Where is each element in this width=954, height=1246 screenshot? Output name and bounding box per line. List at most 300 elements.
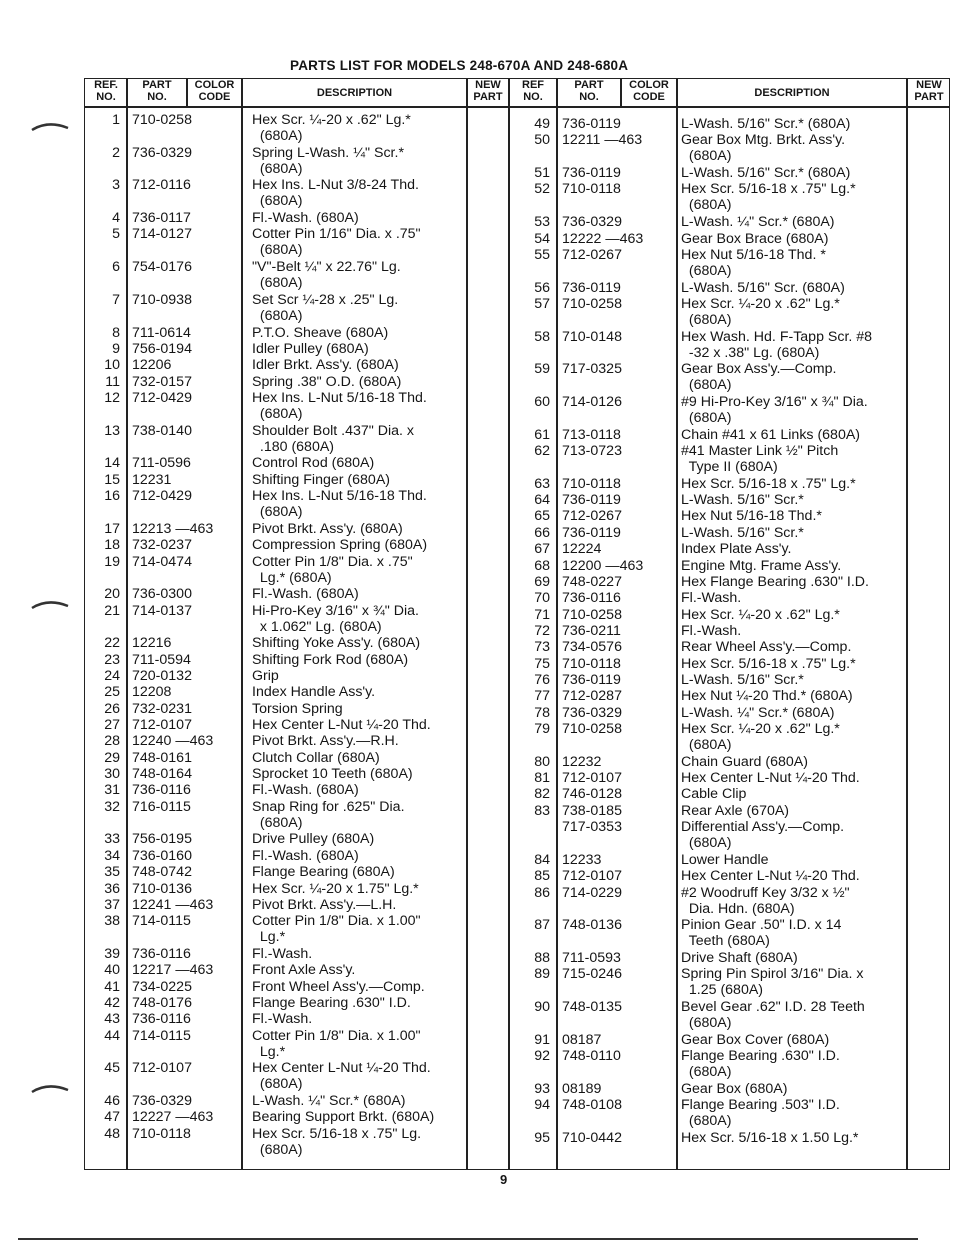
part-description: L-Wash. 5/16" Scr.* (680A) bbox=[681, 165, 851, 182]
table-row bbox=[0, 116, 954, 132]
part-number: 712-0107 bbox=[132, 1060, 192, 1077]
part-description: Shifting Finger (680A) bbox=[252, 471, 391, 488]
ref-number: 46 bbox=[104, 1093, 120, 1109]
part-description: Hex Scr. ¼-20 x .62" Lg.* (680A) bbox=[681, 721, 840, 753]
part-number: 711-0594 bbox=[132, 651, 191, 668]
part-description: L-Wash. ¼" Scr.* (680A) bbox=[252, 1093, 406, 1109]
part-description: Clutch Collar (680A) bbox=[252, 749, 380, 766]
part-description: Spring L-Wash. ¼" Scr.* (680A) bbox=[252, 144, 404, 177]
part-number: 736-0160 bbox=[132, 847, 192, 864]
ref-number: 37 bbox=[104, 896, 120, 913]
header-part-no: PART NO. bbox=[142, 79, 172, 103]
part-number: 736-0116 bbox=[132, 782, 191, 799]
part-number: 748-0176 bbox=[132, 994, 192, 1011]
ref-number: 73 bbox=[534, 639, 550, 656]
ref-number: 18 bbox=[104, 537, 120, 554]
part-description: Idler Brkt. Ass'y. (680A) bbox=[252, 357, 399, 374]
ref-number: 83 bbox=[534, 802, 550, 819]
ref-number: 64 bbox=[534, 492, 550, 509]
part-description: Drive Shaft (680A) bbox=[681, 949, 798, 966]
part-description: Hex Center L-Nut ¼-20 Thd. bbox=[252, 717, 431, 733]
part-number: 710-0148 bbox=[562, 328, 622, 345]
header-description: DESCRIPTION bbox=[316, 87, 393, 99]
ref-number: 32 bbox=[104, 798, 120, 815]
ref-number: 45 bbox=[104, 1060, 120, 1077]
table-row bbox=[0, 231, 954, 247]
table-row bbox=[0, 574, 954, 590]
part-number: 736-0119 bbox=[562, 116, 621, 132]
part-description: Front Wheel Ass'y.—Comp. bbox=[252, 978, 425, 995]
part-number: 12213 —463 bbox=[132, 520, 214, 537]
part-description: Flange Bearing .630" I.D. bbox=[252, 994, 411, 1011]
ref-number: 15 bbox=[104, 471, 120, 488]
part-number: 720-0132 bbox=[132, 667, 192, 684]
part-description: Chain Guard (680A) bbox=[681, 753, 808, 770]
part-description: Spring Pin Spirol 3/16" Dia. x 1.25 (680A) bbox=[681, 966, 864, 999]
part-description: Bevel Gear .62" I.D. 28 Teeth (680A) bbox=[681, 998, 865, 1031]
ref-number: 8 bbox=[112, 324, 120, 341]
ref-number: 72 bbox=[534, 622, 550, 639]
part-number: 748-0742 bbox=[132, 864, 192, 881]
ref-number: 79 bbox=[534, 721, 550, 737]
part-number: 734-0576 bbox=[562, 639, 622, 656]
ref-number: 23 bbox=[104, 651, 120, 668]
ref-number: 90 bbox=[534, 998, 550, 1015]
part-number: 714-0127 bbox=[132, 226, 192, 243]
punch-hole-mark bbox=[30, 1080, 70, 1096]
header-description-right: DESCRIPTION bbox=[754, 87, 830, 99]
ref-number: 80 bbox=[534, 753, 550, 770]
ref-number: 59 bbox=[534, 361, 550, 378]
ref-number: 20 bbox=[104, 586, 120, 603]
part-description: Front Axle Ass'y. bbox=[252, 962, 356, 979]
part-description: Snap Ring for .625" Dia. (680A) bbox=[252, 798, 405, 831]
table-row bbox=[0, 786, 954, 802]
ref-number: 14 bbox=[104, 455, 120, 472]
part-number: 710-0442 bbox=[562, 1129, 622, 1146]
part-description: Fl.-Wash. (680A) bbox=[252, 210, 359, 227]
part-number: 12240 —463 bbox=[132, 733, 214, 750]
ref-number: 62 bbox=[534, 443, 550, 459]
part-number: 748-0227 bbox=[562, 573, 622, 590]
part-number: 736-0119 bbox=[562, 165, 621, 182]
part-description: Cotter Pin 1/8" Dia. x 1.00" Lg.* bbox=[252, 1027, 421, 1060]
part-number: 712-0107 bbox=[562, 868, 622, 885]
ref-number: 40 bbox=[104, 962, 120, 979]
ref-number: 61 bbox=[534, 426, 550, 443]
ref-number: 88 bbox=[534, 949, 550, 966]
ref-number: 71 bbox=[534, 606, 550, 623]
ref-number: 53 bbox=[534, 214, 550, 231]
part-number: 710-0938 bbox=[132, 291, 192, 308]
part-number: 710-0258 bbox=[562, 606, 622, 623]
punch-hole-mark bbox=[30, 596, 70, 612]
part-description: Hex Scr. ¼-20 x .62" Lg.* (680A) bbox=[252, 112, 411, 144]
part-description: Flange Bearing .630" I.D. (680A) bbox=[681, 1048, 840, 1080]
ref-number: 28 bbox=[104, 733, 120, 750]
ref-number: 85 bbox=[534, 868, 550, 885]
part-description: Hex Scr. 5/16-18 x .75" Lg.* bbox=[681, 655, 856, 672]
part-description: #2 Woodruff Key 3/32 x ½" Dia. Hdn. (680A) bbox=[681, 884, 850, 917]
header-new-part-right: NEW PART bbox=[914, 79, 944, 103]
ref-number: 41 bbox=[104, 978, 120, 995]
part-number: 748-0110 bbox=[562, 1048, 621, 1064]
ref-number: 1 bbox=[112, 112, 120, 128]
part-number: 714-0229 bbox=[562, 884, 622, 901]
part-description: Spring .38" O.D. (680A) bbox=[252, 373, 402, 390]
part-number: 736-0211 bbox=[562, 622, 621, 639]
part-number: 746-0128 bbox=[562, 786, 622, 803]
ref-number: 26 bbox=[104, 700, 120, 717]
ref-number: 65 bbox=[534, 508, 550, 525]
table-row bbox=[0, 705, 954, 721]
part-description: Cotter Pin 1/8" Dia. x 1.00" Lg.* bbox=[252, 913, 421, 946]
ref-number: 12 bbox=[104, 390, 120, 406]
ref-number: 54 bbox=[534, 230, 550, 247]
ref-number: 10 bbox=[104, 357, 120, 374]
part-description: Hi-Pro-Key 3/16" x ¾" Dia. x 1.062" Lg. (680A) bbox=[252, 602, 419, 635]
part-number: 736-0119 bbox=[562, 524, 621, 541]
ref-number: 3 bbox=[112, 177, 120, 194]
part-number: 712-0429 bbox=[132, 390, 192, 406]
ref-number: 22 bbox=[104, 635, 120, 652]
part-number: 714-0474 bbox=[132, 553, 192, 570]
ref-number: 57 bbox=[534, 295, 550, 312]
table-row bbox=[0, 868, 954, 884]
ref-number: 84 bbox=[534, 851, 550, 868]
part-description: Shifting Fork Rod (680A) bbox=[252, 651, 409, 668]
part-number: 736-0329 bbox=[132, 1093, 192, 1109]
part-number: 736-0300 bbox=[132, 586, 192, 603]
part-number: 716-0115 bbox=[132, 798, 191, 815]
ref-number: 95 bbox=[534, 1129, 550, 1146]
part-description: Cable Clip bbox=[681, 786, 747, 803]
part-description: Hex Ins. L-Nut 5/16-18 Thd. (680A) bbox=[252, 390, 427, 422]
ref-number: 24 bbox=[104, 667, 120, 684]
table-row bbox=[0, 672, 954, 688]
part-number: 736-0119 bbox=[562, 492, 621, 509]
header-divider-left bbox=[84, 106, 508, 108]
ref-number: 92 bbox=[534, 1048, 550, 1064]
part-number: 734-0225 bbox=[132, 978, 192, 995]
ref-number: 93 bbox=[534, 1080, 550, 1097]
part-number: 738-0140 bbox=[132, 422, 192, 439]
part-description: Fl.-Wash. bbox=[681, 622, 742, 639]
ref-number: 56 bbox=[534, 279, 550, 296]
part-description: Rear Axle (670A) bbox=[681, 802, 790, 819]
table-row bbox=[0, 508, 954, 524]
part-description: Idler Pulley (680A) bbox=[252, 340, 369, 357]
part-description: Hex Scr. 5/16-18 x .75" Lg. (680A) bbox=[252, 1125, 422, 1158]
ref-number: 38 bbox=[104, 913, 120, 930]
part-description: Hex Scr. 5/16-18 x .75" Lg.* bbox=[681, 475, 856, 492]
part-description: Flange Bearing .503" I.D. (680A) bbox=[681, 1097, 840, 1129]
ref-number: 29 bbox=[104, 749, 120, 766]
ref-number: 70 bbox=[534, 590, 550, 607]
part-number: 736-0119 bbox=[562, 671, 621, 688]
part-description: Chain #41 x 61 Links (680A) bbox=[681, 426, 861, 443]
table-row bbox=[0, 770, 954, 786]
part-description: #41 Master Link ½" Pitch Type II (680A) bbox=[681, 443, 839, 475]
ref-number: 49 bbox=[534, 116, 550, 132]
ref-number: 42 bbox=[104, 994, 120, 1011]
part-description: Hex Nut 5/16-18 Thd. * (680A) bbox=[681, 246, 826, 279]
table-row bbox=[0, 803, 954, 819]
part-description: L-Wash. 5/16" Scr.* (680A) bbox=[681, 116, 851, 132]
part-number: 12231 bbox=[132, 471, 172, 488]
part-description: Gear Box Mtg. Brkt. Ass'y. (680A) bbox=[681, 132, 846, 165]
table-row bbox=[0, 950, 954, 966]
part-description: Fl.-Wash. bbox=[252, 945, 313, 962]
part-number: 711-0593 bbox=[562, 949, 621, 966]
part-number: 712-0107 bbox=[562, 770, 622, 786]
ref-number: 48 bbox=[104, 1125, 120, 1142]
part-description: Bearing Support Brkt. (680A) bbox=[252, 1109, 435, 1126]
ref-number: 77 bbox=[534, 688, 550, 705]
table-row bbox=[0, 1032, 954, 1048]
ref-number: 6 bbox=[112, 259, 120, 276]
ref-number: 86 bbox=[534, 884, 550, 901]
table-row bbox=[0, 393, 954, 426]
part-description: Hex Nut ¼-20 Thd.* (680A) bbox=[681, 688, 853, 705]
ref-number: 35 bbox=[104, 864, 120, 881]
part-description: Grip bbox=[252, 667, 279, 684]
part-description: L-Wash. 5/16" Scr. (680A) bbox=[681, 279, 845, 296]
ref-number: 39 bbox=[104, 945, 120, 962]
table-row bbox=[0, 656, 954, 672]
part-description: Gear Box Brace (680A) bbox=[681, 230, 829, 247]
table-row bbox=[0, 1081, 954, 1097]
part-description: Hex Ins. L-Nut 5/16-18 Thd. (680A) bbox=[252, 488, 427, 521]
header-ref-no: REF. NO. bbox=[94, 79, 118, 103]
part-description: Shifting Yoke Ass'y. (680A) bbox=[252, 635, 421, 652]
part-number: 12222 —463 bbox=[562, 230, 644, 247]
part-number: 714-0115 bbox=[132, 913, 191, 930]
part-description: #9 Hi-Pro-Key 3/16" x ¾" Dia. (680A) bbox=[681, 393, 868, 426]
part-description: Engine Mtg. Frame Ass'y. bbox=[681, 557, 842, 574]
part-description: Hex Ins. L-Nut 3/8-24 Thd. (680A) bbox=[252, 177, 419, 210]
part-number: 748-0161 bbox=[132, 749, 192, 766]
ref-number: 31 bbox=[104, 782, 120, 799]
table-row bbox=[0, 754, 954, 770]
part-description: Compression Spring (680A) bbox=[252, 537, 428, 554]
part-number: 736-0116 bbox=[132, 1011, 191, 1028]
part-number: 717-0353 bbox=[562, 819, 622, 836]
part-number: 710-0118 bbox=[562, 655, 621, 672]
part-description: L-Wash. 5/16" Scr.* bbox=[681, 524, 804, 541]
part-description: Hex Center L-Nut ¼-20 Thd. bbox=[681, 868, 860, 885]
part-number: 748-0164 bbox=[132, 766, 192, 782]
part-description: Hex Scr. ¼-20 x .62" Lg.* (680A) bbox=[681, 295, 840, 328]
part-number: 715-0246 bbox=[562, 966, 622, 983]
table-row bbox=[0, 1130, 954, 1146]
part-number: 12200 —463 bbox=[562, 557, 644, 574]
ref-number: 78 bbox=[534, 704, 550, 721]
table-row bbox=[0, 688, 954, 704]
part-number: 748-0136 bbox=[562, 917, 622, 934]
part-description: Cotter Pin 1/16" Dia. x .75" (680A) bbox=[252, 226, 421, 259]
ref-number: 89 bbox=[534, 966, 550, 983]
table-row bbox=[0, 165, 954, 181]
table-row bbox=[0, 541, 954, 557]
part-number: 710-0136 bbox=[132, 880, 192, 897]
part-number: 12241 —463 bbox=[132, 896, 214, 913]
part-description: Rear Wheel Ass'y.—Comp. bbox=[681, 639, 852, 656]
part-number: 736-0116 bbox=[132, 945, 191, 962]
part-number: 732-0231 bbox=[132, 700, 192, 717]
part-description: Gear Box (680A) bbox=[681, 1080, 788, 1097]
ref-number: 58 bbox=[534, 328, 550, 345]
table-row bbox=[0, 558, 954, 574]
part-description: Fl.-Wash. (680A) bbox=[252, 586, 359, 603]
part-description: Hex Center L-Nut ¼-20 Thd. bbox=[681, 770, 860, 786]
part-number: 712-0116 bbox=[132, 177, 191, 194]
part-description: Flange Bearing (680A) bbox=[252, 864, 395, 881]
part-description: Pivot Brkt. Ass'y.—R.H. bbox=[252, 733, 399, 750]
part-number: 717-0325 bbox=[562, 361, 622, 378]
part-description: L-Wash. 5/16" Scr.* bbox=[681, 671, 804, 688]
ref-number: 66 bbox=[534, 524, 550, 541]
part-number: 12208 bbox=[132, 684, 172, 701]
part-number: 12233 bbox=[562, 851, 602, 868]
ref-number: 5 bbox=[112, 226, 120, 243]
part-description: Sprocket 10 Teeth (680A) bbox=[252, 766, 413, 782]
part-number: 714-0115 bbox=[132, 1027, 191, 1044]
page-number: 9 bbox=[500, 1172, 508, 1187]
ref-number: 50 bbox=[534, 132, 550, 149]
part-number: 712-0107 bbox=[132, 717, 192, 733]
page-title: PARTS LIST FOR MODELS 248-670A AND 248-680A bbox=[290, 58, 629, 73]
part-number: 736-0116 bbox=[562, 590, 621, 607]
part-number: 712-0287 bbox=[562, 688, 622, 705]
table-row bbox=[0, 476, 954, 492]
part-number: 732-0157 bbox=[132, 373, 192, 390]
ref-number: 91 bbox=[534, 1031, 550, 1048]
ref-number: 19 bbox=[104, 553, 120, 570]
part-number: 12227 —463 bbox=[132, 1109, 214, 1126]
table-row bbox=[0, 623, 954, 639]
part-number: 12217 —463 bbox=[132, 962, 214, 979]
part-description: Fl.-Wash. bbox=[252, 1011, 313, 1028]
ref-number: 44 bbox=[104, 1027, 120, 1044]
ref-number: 82 bbox=[534, 786, 550, 803]
part-description: Hex Wash. Hd. F-Tapp Scr. #8 -32 x .38" Lg. (680A) bbox=[681, 328, 873, 361]
part-number: 710-0258 bbox=[562, 721, 622, 737]
part-number: 736-0117 bbox=[132, 210, 191, 227]
table-row bbox=[0, 590, 954, 606]
part-description: Gear Box Cover (680A) bbox=[681, 1031, 830, 1048]
part-description: Pivot Brkt. Ass'y. (680A) bbox=[252, 520, 403, 537]
part-description: Drive Pulley (680A) bbox=[252, 831, 375, 848]
ref-number: 75 bbox=[534, 655, 550, 672]
ref-number: 33 bbox=[104, 831, 120, 848]
ref-number: 68 bbox=[534, 557, 550, 574]
ref-number: 11 bbox=[105, 373, 120, 390]
part-number: 736-0119 bbox=[562, 279, 621, 296]
ref-number: 16 bbox=[104, 488, 120, 505]
part-description: Shoulder Bolt .437" Dia. x .180 (680A) bbox=[252, 422, 414, 455]
part-number: 08189 bbox=[562, 1080, 602, 1097]
part-number: 738-0185 bbox=[562, 802, 622, 819]
part-number: 748-0108 bbox=[562, 1097, 622, 1113]
header-divider-right bbox=[508, 106, 950, 108]
part-description: Hex Scr. ¼-20 x .62" Lg.* bbox=[681, 606, 840, 623]
part-number: 710-0258 bbox=[132, 112, 192, 128]
part-description: Index Handle Ass'y. bbox=[252, 684, 376, 701]
part-number: 12216 bbox=[132, 635, 172, 652]
part-description: Pivot Brkt. Ass'y.—L.H. bbox=[252, 896, 397, 913]
part-number: 713-0723 bbox=[562, 443, 622, 459]
header-color-code: COLOR CODE bbox=[194, 79, 235, 103]
ref-number: 87 bbox=[534, 917, 550, 934]
part-description: L-Wash. ¼" Scr.* (680A) bbox=[681, 214, 835, 231]
part-number: 748-0135 bbox=[562, 998, 622, 1015]
part-number: 712-0267 bbox=[562, 246, 622, 263]
header-ref-no-right: REF NO. bbox=[522, 79, 544, 103]
ref-number: 55 bbox=[534, 246, 550, 263]
ref-number: 34 bbox=[104, 847, 120, 864]
part-number: 736-0329 bbox=[562, 214, 622, 231]
part-number: 754-0176 bbox=[132, 259, 192, 276]
table-row bbox=[0, 427, 954, 443]
ref-number: 27 bbox=[104, 717, 120, 733]
part-description: Control Rod (680A) bbox=[252, 455, 375, 472]
part-number: 711-0614 bbox=[132, 324, 191, 341]
header-color-code-right: COLOR CODE bbox=[629, 79, 669, 103]
part-description: Hex Scr. 5/16-18 x 1.50 Lg.* bbox=[681, 1129, 859, 1146]
ref-number: 67 bbox=[534, 541, 550, 558]
ref-number: 43 bbox=[104, 1011, 120, 1028]
part-number: 12206 bbox=[132, 357, 172, 374]
ref-number: 63 bbox=[534, 475, 550, 492]
ref-number: 47 bbox=[104, 1109, 120, 1126]
ref-number: 4 bbox=[112, 210, 120, 227]
part-number: 713-0118 bbox=[562, 426, 621, 443]
ref-number: 52 bbox=[534, 181, 550, 198]
part-description: Hex Scr. 5/16-18 x .75" Lg.* (680A) bbox=[681, 181, 856, 214]
part-description: P.T.O. Sheave (680A) bbox=[252, 324, 389, 341]
part-number: 710-0118 bbox=[562, 181, 621, 198]
ref-number: 51 bbox=[534, 165, 550, 182]
ref-number: 76 bbox=[534, 671, 550, 688]
part-number: 710-0258 bbox=[562, 295, 622, 312]
table-row bbox=[0, 607, 954, 623]
part-description: Hex Flange Bearing .630" I.D. bbox=[681, 573, 869, 590]
part-description: Index Plate Ass'y. bbox=[681, 541, 792, 558]
part-description: Torsion Spring bbox=[252, 700, 343, 717]
part-number: 12224 bbox=[562, 541, 602, 558]
part-number: 712-0429 bbox=[132, 488, 192, 505]
ref-number: 7 bbox=[112, 291, 120, 308]
table-row bbox=[0, 525, 954, 541]
ref-number: 36 bbox=[104, 880, 120, 897]
part-number: 710-0118 bbox=[562, 475, 621, 492]
ref-number: 9 bbox=[112, 340, 120, 357]
header-new-part: NEW PART bbox=[473, 79, 503, 103]
ref-number: 81 bbox=[534, 770, 550, 786]
table-row bbox=[0, 639, 954, 655]
part-number: 711-0596 bbox=[132, 455, 191, 472]
part-description: Fl.-Wash. bbox=[681, 590, 742, 607]
punch-hole-mark bbox=[30, 118, 70, 134]
part-number: 736-0329 bbox=[132, 144, 192, 161]
part-description: Fl.-Wash. (680A) bbox=[252, 782, 359, 799]
ref-number: 17 bbox=[104, 520, 120, 537]
ref-number: 94 bbox=[534, 1097, 550, 1113]
part-description: Hex Center L-Nut ¼-20 Thd. (680A) bbox=[252, 1060, 431, 1093]
part-description: Cotter Pin 1/8" Dia. x .75" Lg.* (680A) bbox=[252, 553, 413, 586]
part-description: "V"-Belt ¼" x 22.76" Lg. (680A) bbox=[252, 259, 401, 292]
